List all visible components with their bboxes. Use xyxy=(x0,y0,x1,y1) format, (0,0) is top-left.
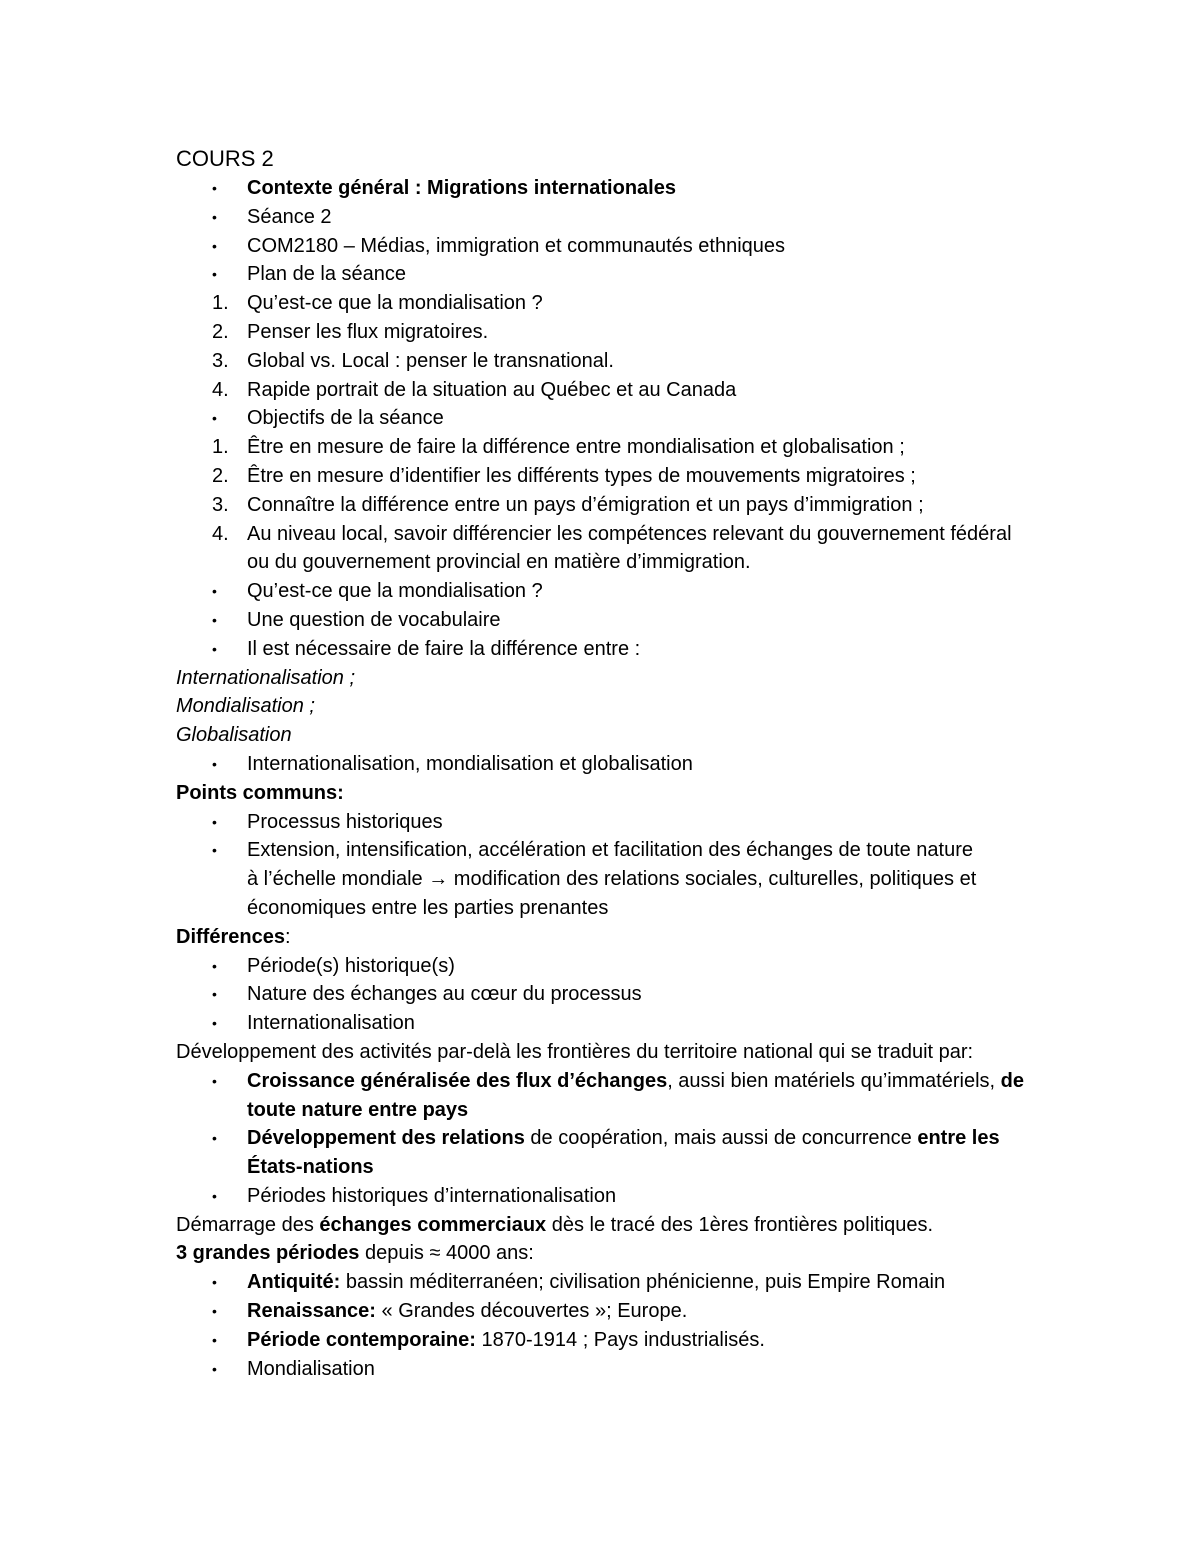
bullet-marker: • xyxy=(212,986,217,1003)
bullet-marker: • xyxy=(212,755,217,772)
paragraph: Développement des activités par-delà les frontières du territoire national qui se traduit par: xyxy=(176,1040,974,1063)
number-marker: 3. xyxy=(212,349,229,372)
list-item xyxy=(176,750,1056,779)
bullet-marker: • xyxy=(212,1072,217,1089)
list-item xyxy=(176,174,1056,203)
list-item xyxy=(176,203,1056,232)
bullet-marker: • xyxy=(212,1331,217,1348)
numbered-item-text: Connaître la différence entre un pays d’émigration et un pays d’immigration ; xyxy=(247,493,924,516)
numbered-item xyxy=(176,433,1056,462)
bullet-marker: • xyxy=(212,611,217,628)
list-item-text: Objectifs de la séance xyxy=(247,407,444,430)
numbered-item-text: Être en mesure de faire la différence entre mondialisation et globalisation ; xyxy=(247,436,905,459)
list-item-text: Il est nécessaire de faire la différence entre : xyxy=(247,637,641,660)
bullet-marker: • xyxy=(212,180,217,196)
list-item xyxy=(176,1355,1056,1384)
number-marker: 1. xyxy=(212,292,229,315)
differences-colon: : xyxy=(284,925,291,948)
bullet-marker: • xyxy=(212,813,217,830)
bullet-marker: • xyxy=(212,410,217,427)
list-item-bold: entre les États-nations xyxy=(247,1127,1000,1179)
list-item-text: Internationalisation, mondialisation et globalisation xyxy=(247,752,693,775)
number-marker: 4. xyxy=(212,522,229,545)
bullet-marker: • xyxy=(212,1274,217,1291)
list-item-text: bassin méditerranéen; civilisation phénicienne, puis Empire Romain xyxy=(340,1271,946,1294)
list-item xyxy=(176,606,1056,635)
text-run: dès le tracé des 1ères frontières politiques. xyxy=(546,1213,934,1236)
list-item xyxy=(176,1124,1037,1182)
paragraph xyxy=(176,1239,1056,1268)
numbered-item-text: Au niveau local, savoir différencier les compétences relevant du gouvernement fédéral ou du gouvernement provincial en matière d’immigration. xyxy=(247,522,1012,574)
list-item xyxy=(176,232,1056,261)
number-marker: 2. xyxy=(212,320,229,343)
list-item xyxy=(176,1268,1056,1297)
numbered-item-text: Global vs. Local : penser le transnational. xyxy=(247,349,614,372)
list-item xyxy=(176,1067,1037,1125)
bullet-marker: • xyxy=(212,1130,217,1147)
list-item xyxy=(176,808,1056,837)
list-item-bold: Développement des relations xyxy=(247,1127,525,1150)
term-line: Mondialisation ; xyxy=(176,695,315,718)
list-item-text: Périodes historiques d’internationalisation xyxy=(247,1184,617,1207)
list-item xyxy=(176,635,1056,664)
text-run: depuis ≈ 4000 ans: xyxy=(359,1242,534,1265)
list-item-text: Plan de la séance xyxy=(247,263,407,286)
section-label-points-communs: Points communs: xyxy=(176,781,344,804)
list-item-text: Processus historiques xyxy=(247,810,443,833)
list-item-text: Contexte général : Migrations internationales xyxy=(247,177,676,199)
number-marker: 2. xyxy=(212,464,229,487)
numbered-item xyxy=(176,318,1056,347)
bullet-marker: • xyxy=(212,957,217,974)
list-item xyxy=(176,404,1056,433)
number-marker: 3. xyxy=(212,493,229,516)
bullet-marker: • xyxy=(212,842,217,859)
section-label-differences xyxy=(176,923,1056,952)
numbered-item-text: Penser les flux migratoires. xyxy=(247,320,489,343)
bullet-marker: • xyxy=(212,208,217,225)
list-item xyxy=(176,836,987,922)
paragraph xyxy=(176,1211,1056,1240)
list-item xyxy=(176,952,1056,981)
list-item-bold: de toute nature entre pays xyxy=(247,1069,1024,1121)
numbered-item xyxy=(176,520,1027,578)
list-item-text: Séance 2 xyxy=(247,205,332,228)
list-item-text: de coopération, mais aussi de concurrence xyxy=(524,1127,918,1150)
arrow-right-icon: → xyxy=(428,868,449,891)
list-item-text: , aussi bien matériels qu’immatériels, xyxy=(667,1069,996,1092)
document-page xyxy=(176,144,1056,1383)
list-item xyxy=(176,980,1056,1009)
differences-label: Différences xyxy=(176,925,285,948)
list-item-text: Période(s) historique(s) xyxy=(247,954,455,977)
list-item xyxy=(176,1297,1056,1326)
numbered-item xyxy=(176,376,1056,405)
list-item-bold: Antiquité: xyxy=(247,1271,341,1294)
list-item xyxy=(176,577,1056,606)
list-item-text: « Grandes découvertes »; Europe. xyxy=(375,1300,688,1323)
bullet-marker: • xyxy=(212,237,217,254)
list-item-text: Extension, intensification, accélération et facilitation des échanges de toute nature à l’échelle mondiale xyxy=(247,839,974,891)
list-item-text: COM2180 – Médias, immigration et communautés ethniques xyxy=(247,234,786,257)
text-run-bold: échanges commerciaux xyxy=(319,1213,547,1236)
text-run: Démarrage des xyxy=(176,1213,320,1236)
numbered-item xyxy=(176,491,1056,520)
numbered-item xyxy=(176,462,1056,491)
term-line: Globalisation xyxy=(176,724,292,747)
numbered-item-text: Rapide portrait de la situation au Québec et au Canada xyxy=(247,378,737,401)
list-item-bold: Période contemporaine: xyxy=(247,1328,476,1351)
bullet-marker: • xyxy=(212,266,217,283)
number-marker: 4. xyxy=(212,378,229,401)
list-item-bold: Renaissance: xyxy=(247,1300,376,1323)
list-item-text: Qu’est-ce que la mondialisation ? xyxy=(247,580,543,603)
bullet-marker: • xyxy=(212,583,217,600)
numbered-item xyxy=(176,347,1056,376)
numbered-item-text: Qu’est-ce que la mondialisation ? xyxy=(247,292,543,315)
list-item-text: Une question de vocabulaire xyxy=(247,608,501,631)
numbered-item-text: Être en mesure d’identifier les différents types de mouvements migratoires ; xyxy=(247,464,916,487)
list-item-text: Internationalisation xyxy=(247,1012,415,1035)
number-marker: 1. xyxy=(212,436,229,459)
document-title: COURS 2 xyxy=(176,146,274,171)
term-line: Internationalisation ; xyxy=(176,666,356,689)
bullet-marker: • xyxy=(212,640,217,657)
list-item-text: Nature des échanges au cœur du processus xyxy=(247,983,642,1006)
list-item-bold: Croissance généralisée des flux d’échanges xyxy=(247,1069,668,1092)
list-item-text: Mondialisation xyxy=(247,1357,375,1380)
list-item xyxy=(176,1182,1056,1211)
list-item xyxy=(176,260,1056,289)
numbered-item xyxy=(176,289,1056,318)
list-item-text: modification des relations sociales, culturelles, politiques et économiques entre les parties prenantes xyxy=(247,868,977,919)
bullet-marker: • xyxy=(212,1187,217,1204)
list-item-text: 1870-1914 ; Pays industrialisés. xyxy=(475,1328,765,1351)
bullet-marker: • xyxy=(212,1360,217,1377)
list-item xyxy=(176,1326,1056,1355)
bullet-marker: • xyxy=(212,1303,217,1320)
bullet-marker: • xyxy=(212,1015,217,1032)
text-run-bold: 3 grandes périodes xyxy=(176,1242,360,1265)
list-item xyxy=(176,1009,1056,1038)
